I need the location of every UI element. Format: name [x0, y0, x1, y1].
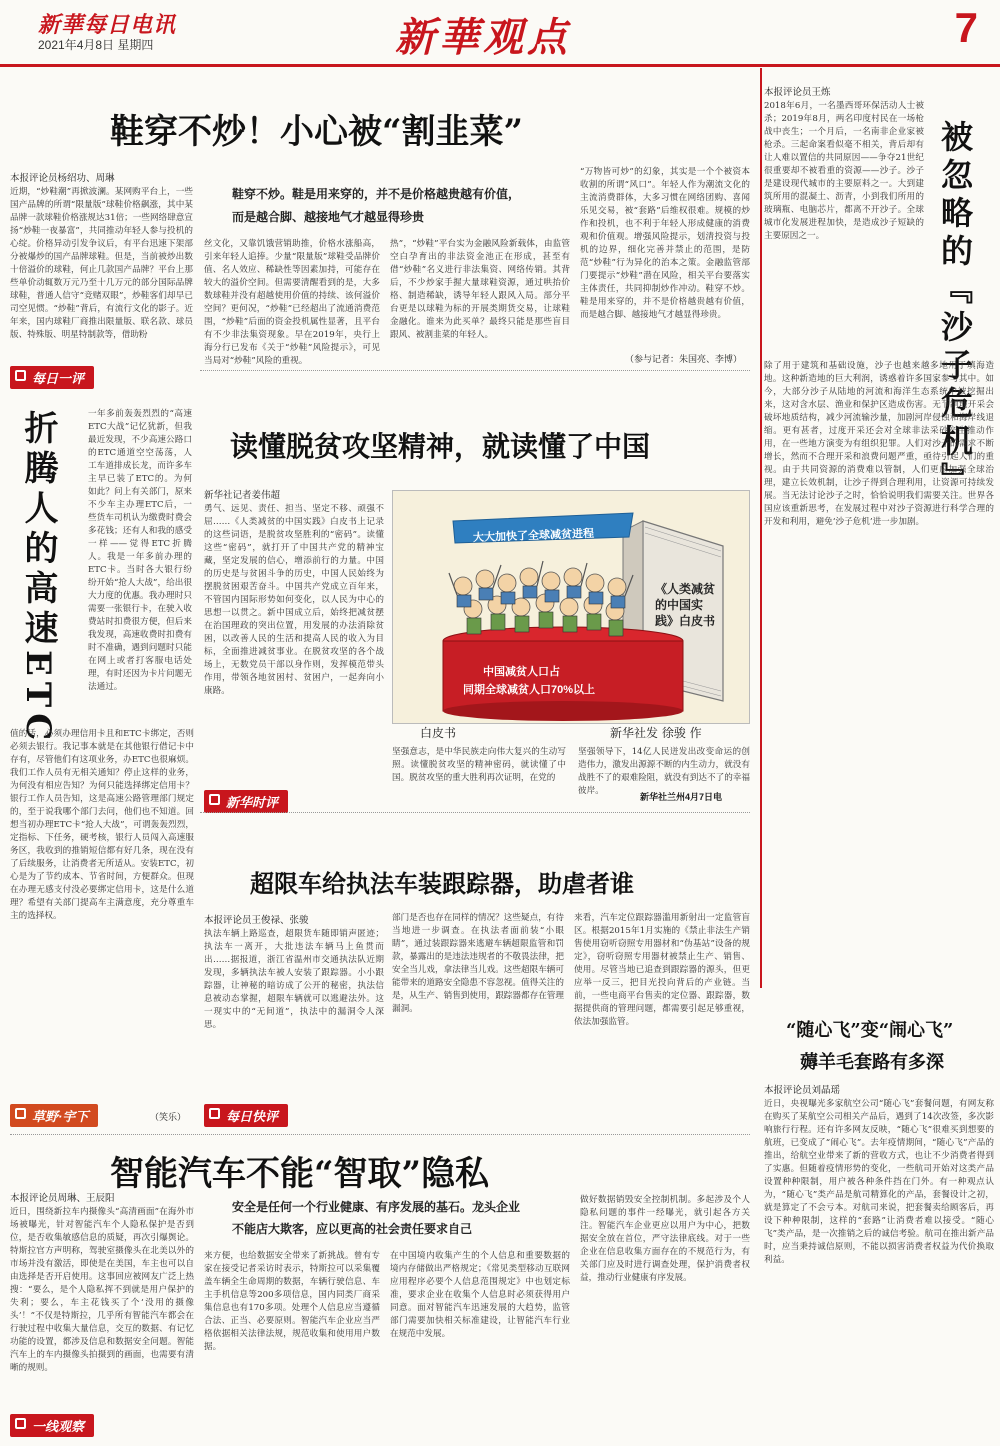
cartoon-illustration: [392, 490, 750, 724]
car-body-col-2: 来方便，也给数据安全带来了新挑战。曾有专家在接受记者采访时表示，特斯拉可以采集覆盖车辆全生命周期的数据，车辆行驶信息、车主手机信息等200多项信息，国内同类厂商采集信息也有170多项。处理个人信息应当遵循合法、正当、必要原则。智能汽车企业应当严格依据相关法律法规，规范收集和使用用户数据。: [204, 1251, 380, 1352]
car-deck-2: 不能店大欺客，应以更高的社会责任要求自己: [232, 1222, 473, 1236]
suixin-body: 近日，央视曝光多家航空公司“随心飞”套餐问题，有网友称在购买了某航空公司相关产品后，遇到了14次改签，多次影响旅行行程。还有许多网友反映，“随心飞”很难买到想要的航班，已变成了“闹心飞”。去年疫情期间，“随心飞”产品的推出，给航空业带来了新的营收方式，也让不少消费者得到了实惠。但随着疫情形势的变化，一些航司开始对这类产品设置种种限制，用户被各种条件挡在门外。有一种观点认为，“随心飞”类产品是航司精算化的产品，套餐设计之初，就是算定了不会亏本。对航司来说，把套餐卖给顾客后，再设下种种限制，这样的“套路”让消费者难以接受。“随心飞”类产品，是一次推销之后的诚信考验。航司在推出新产品时，应当秉持诚信原则，不能以损害消费者权益为代价换取利益。: [764, 1099, 994, 1265]
shoes-body-col-1: 近期，“炒鞋潮”再掀波澜。某网购平台上，一些国产品牌的所谓“限量版”球鞋价格飙涨，其中某品牌一款球鞋价格涨规达31倍；一些网络肆意宣扬“炒鞋一夜暴富”，共同推动年轻人参与投机的心绽。价格异动引发争议后，有平台迅速下架部分被爆炒的国产品牌球鞋。但是，当前被炒出数十倍溢价的球鞋，何止几款国产品牌？平台上那些单价动辄数万元乃至十几万元的部分国际品牌球鞋，普通人信守“竞赌双眼”，炒鞋客们却早已司空见惯。“炒鞋”背后，有流行文化的影子。近年来，国内球鞋厂商推出限量版、联名款、球员版、特殊版、明星特制款等，借助粉: [10, 187, 193, 340]
poverty-headline: 读懂脱贫攻坚精神，就读懂了中国: [230, 430, 651, 463]
etc-body-col-1: 一年多前轰轰烈烈的“高速ETC大战”记忆犹新，但我最近发现，不少高速公路口的ETC通道空空荡荡，人工车道排成长龙，而许多车主早已装了ETC的。为何如此？问上有关部门，原来不少车主办理ETC后，一些货车司机认为缴费时费会多花钱；还有人和我的感受一样——觉得ETC折腾人。我是一年多前办理的ETC卡。当时各大银行纷纷开始“抢人大战”，给出很大力度的优惠。我办理时只需要一张银行卡，在驶入收费站时扣费很方便，但后来我发现，高速收费时扣费有时不准确，遇到问题时只能在网上或者打客服电话处理，有时还因为卡片问题无法通过。: [88, 409, 192, 692]
truck-byline: 本报评论员王俊禄、张骏: [204, 915, 309, 926]
shoes-headline: 鞋穿不炒！小心被“割韭菜”: [110, 112, 524, 152]
shoes-deck-1: 鞋穿不炒。鞋是用来穿的，并不是价格越贵越有价值，: [232, 187, 521, 201]
car-body-col-1: 近日，围绕新拉车内摄像头“高清画面”在海外市场被曝光，针对智能汽车个人隐私保护是否到位，是否收集敏感信息的质疑，再次引爆舆论。特斯拉官方声明称，驾驶室摄像头在北美以外的市场并没有激活，即使是在美国，车主也可以自由选择是否开启使用。这事回应被网友广泛上热搜：“要么，是个人隐私挥不到就是用户保护的失利；要么，车主花钱买了个‘没用的摄像头’！”不仅是特斯拉，几乎所有智能汽车都会在行驶过程中收集大量信息，交互的数据、有记忆功能的设置，都涉及信息和数据安全问题。智能汽车上的车内摄像头拍摄到的画面，也需要有清晰的规则。: [10, 1207, 194, 1373]
truck-body-col-3: 来看，汽车定位跟踪器滥用新射出一定监管盲区。根据2015年1月实施的《禁止非法生产销售使用窃听窃照专用器材和“伪基站”设备的规定》，窃听窃照专用器材被禁止生产、销售、使用。尽管当地已追查到跟踪器的源头，但更应举一反三，把目光投向背后的产业链。当前，一些电商平台售卖的定位器、跟踪器，数据提供商的管理问题，都需要引起足够重视，依法加强监管。: [574, 913, 750, 1027]
sand-title: 被忽略的『沙子危机』: [936, 120, 974, 500]
suixin-byline: 本报评论员刘晶瑶: [764, 1085, 841, 1096]
badge-daily-comment: 每日一评: [10, 366, 94, 389]
cartoon-drum-line-1: 中国减贫人口占: [483, 666, 560, 678]
page-number: 7: [954, 4, 978, 51]
shoes-body-col-3: 热”，“炒鞋”平台实为金融风险新载体，由监管空白孕育出的非法资金池正在形成，甚至有借“炒鞋”名义进行非法集资、网络传销。其背后，不少炒家手握大量球鞋资源，通过哄抬价格、制造稀缺，诱导年轻人跟风入局。部分平台更是以球鞋为标的开展类期货交易，让球鞋金融化。谁来为此买单？最终只能是那些盲目跟风、被割韭菜的年轻人。: [390, 239, 570, 340]
shoes-body-col-4: “万物皆可炒”的幻象，其实是一个个被资本收割的所谓“风口”。年轻人作为潮流文化的主流消费群体，大多习惯在网络团购、喜闻乐见交易，被“套路”后维权很难。规模的炒作和投机，也不利于年轻人形成健康的消费观和价值观。增强风险提示，划清投资与投机的边界，细化完善并禁止的范围，是防范“炒鞋”行为异化的治本之策。金融监管部门要提示“炒鞋”潜在风险，相关平台要落实主体责任，共同抑制炒作冲动。鞋穿不炒。鞋是用来穿的，并不是价格越贵越有价值，而是越合脚、越接地气才越显得珍贵。: [580, 167, 750, 320]
car-body-col-4: 做好数据销毁安全控制机制。多起涉及个人隐私问题的事件一经曝光，就引起各方关注。智能汽车企业更应以用户为中心，把数据安全放在首位，严守法律底线。对于一些企业在信息收集方面存在的不规范行为，有关部门应及时进行调查处理，保护消费者权益，推动行业健康有序发展。: [580, 1195, 750, 1283]
sand-body-col-2: 除了用于建筑和基础设施，沙子也越来越多地用于填海造地。这种新造地的巨大利润，诱惑着许多国家参与其中。如今，大部分沙子从陆地的河流和海洋生态系统中被挖掘出来，这对含水层、渔业和保护区造成伤害。无节制地开采会破坏地质结构，减少河流输沙量，加剧河岸侵蚀和海岸线退缩。更有甚者，过度开采还会对全球非法采砂产生推动作用，在一些地方演变为有组织犯罪。人们对沙子的需求不断增长，然而不合理开采和浪费问题严重，亟待引起人们的重视。由于共同资源的消费难以管制，人们更应加强全球治理，建立长效机制，让沙子得到合理利用，让资源可持续发展。当无法讨论沙子之时，恰恰说明我们需要关注。世界各国应该重新思考，在发展过程中对沙子资源进行科学合理的开发和利用，避免‘沙子危机’进一步加剧。: [764, 361, 994, 527]
poverty-body-col-2: 坚强意志，是中华民族走向伟大复兴的生动写照。读懂脱贫攻坚的精神密码，就读懂了中国。脱贫攻坚的重大胜利再次证明，在党的: [392, 747, 566, 783]
badge-quick-comment: 每日快评: [204, 1104, 288, 1127]
car-body-col-3: 在中国境内收集产生的个人信息和重要数据的境内存储做出严格规定；《常见类型移动互联网应用程序必要个人信息范围规定》中也划定标准，要求企业在收集个人信息时必须获得用户同意。面对智能汽车迅速发展的大趋势，监管部门需要加快相关标准建设，让智能汽车行业在规范中发展。: [390, 1251, 570, 1339]
truck-body-col-2: 部门是否也存在同样的情况？这些疑点，有待当地进一步调查。在执法者面前装“小眼睛”，通过装跟踪器来逃避车辆超限监管和罚款，暴露出的是违法违规者的不敬畏法律，把安全当儿戏，拿法律当儿戏。这些超限车辆可能带来的道路安全隐患不容忽视。值得关注的是，从生产、销售到使用，跟踪器都存在管理漏洞。: [392, 913, 564, 1014]
cartoon-banner: 大大加快了全球减贫进程: [472, 527, 595, 545]
sand-byline: 本报评论员王炼: [764, 87, 831, 98]
suixin-headline-2: 薅羊毛套路有多深: [800, 1052, 944, 1073]
masthead-rule: [0, 64, 1000, 67]
sand-body-col-1: 2018年6月，一名墨西哥环保活动人士被杀；2019年8月，两名印度村民在一场枪战中丧生；一个月后，一名南非企业家被枪杀。三起命案看似毫不相关，背后却有让人难以置信的共同原因——争夺21世纪很重要却不被看重的资源——沙子。沙子是建设现代城市的主要原料之一。大到建筑所用的混凝土、沥青，小到我们所用的玻璃瓶、电脑芯片，都离不开沙子。全球城市化发展进程加快，是造成沙子短缺的主要原因之一。: [764, 101, 924, 241]
car-deck-1: 安全是任何一个行业健康、有序发展的基石。龙头企业: [232, 1200, 521, 1214]
badge-xinhua-comment: 新华时评: [204, 790, 288, 813]
cartoon-credit: 新华社发 徐骏 作: [610, 726, 702, 740]
etc-credit: （笑乐）: [150, 1112, 187, 1122]
divider: [200, 812, 750, 813]
masthead-date: 2021年4月8日 星期四: [38, 38, 154, 52]
shoes-body-col-2: 丝文化，又靠饥饿营销助推，价格水涨船高，引来年轻人追捧。少量“限量版”球鞋受品牌价值、名人效应、稀缺性等因素加持，可能存在较大的溢价空间。但需要清醒看到的是，大多数球鞋并没有超越使用价值的持续、该何溢价空间？更何况，“炒鞋”已经超出了流通消费范围，“炒鞋”后面的资金投机属性显著，且平台有不少非法集资现象。早在2019年，央行上海分行已发布《关于“炒鞋”风险提示》，可见当局对“炒鞋”风险的重视。: [204, 239, 380, 366]
car-byline: 本报评论员周琳、王辰阳: [10, 1193, 115, 1204]
cartoon-book-title: 《人类减贫的中国实践》白皮书: [655, 582, 716, 628]
divider: [10, 1134, 750, 1135]
truck-headline: 超限车给执法车装跟踪器，助虐者谁: [250, 869, 634, 898]
cartoon-drum-line-2: 同期全球减贫人口70%以上: [463, 684, 596, 696]
car-headline: 智能汽车不能“智取”隐私: [110, 1154, 490, 1194]
shoes-credit: （参与记者：朱国亮、李博）: [625, 354, 743, 364]
etc-title: 折腾人的高速ETC: [18, 410, 58, 747]
comment-icon: [209, 794, 220, 805]
cartoon-caption: 白皮书: [420, 726, 457, 740]
column-rule: [760, 68, 762, 988]
poverty-dateline: 新华社兰州4月7日电: [640, 792, 723, 802]
suixin-headline-1: “随心飞”变“闹心飞”: [786, 1020, 954, 1041]
section-title: 新華观点: [395, 14, 571, 61]
badge-frontline: 一线观察: [10, 1414, 94, 1437]
comment-icon: [15, 370, 26, 381]
shoes-byline: 本报评论员杨绍功、周琳: [10, 173, 115, 184]
badge-grass: 草野·宇下: [10, 1104, 98, 1127]
poverty-body-col-3: 坚强领导下，14亿人民迸发出改变命运的创造伟力，激发出源源不断的内生动力，就没有战胜不了的艰难险阻，就没有到达不了的幸福彼岸。: [578, 747, 750, 796]
shoes-deck-2: 而是越合脚、越接地气才越显得珍贵: [232, 210, 425, 224]
leaf-icon: [15, 1108, 26, 1119]
etc-body-col-2: 值的话，必须办理信用卡且和ETC卡绑定，否则必须去银行。我记事本就是在其他银行借记卡中存有，尽管他们有这项业务，办ETC也很麻烦。我们工作人员有无相关通知？停止这样的业务，为何没有相应告知？为何只能选择绑定信用卡？银行工作人员告知，这是高速公路管理部门规定的，至于说我哪个部门去问，他们也不知道。回想当初办理ETC卡“抢人大战”，可谓轰轰烈烈，定指标、下任务，硬考核，银行人员闯入高速服务区，我收到的推销短信都有好几条，现在没有了后续服务，让消费者无所适从。安装ETC，初心是为了节约成本、节省时间，方便群众。但现在办理无感支付没必要绑定信用卡，这是什么道理？希望有关部门提高车主满意度，充分尊重车主的选择权。: [10, 729, 194, 921]
comment-icon: [209, 1108, 220, 1119]
poverty-byline: 新华社记者姜伟超: [204, 490, 281, 501]
divider: [200, 370, 750, 371]
poverty-body-col-1: 勇气、远见、责任、担当、坚定不移、顽强不屈……《人类减贫的中国实践》白皮书上记录的这些词语，是脱贫攻坚胜利的“密码”。读懂这些“密码”，就打开了中国共产党的精神宝藏，坚定发展的信心，增添前行的力量。中国的历史是与贫困斗争的历史，中国人民始终为摆脱贫困艰苦奋斗。中国共产党成立百年来，不管国内国际形势如何变化，以人民为中心的思想一以贯之。新中国成立后，始终把减贫摆在治国理政的突出位置，用发展的办法消除贫困，以改善人民的生活和提高人民的收入为目标，全面推进减贫事业。在脱贫攻坚的各个战场上，无数党员干部以身作则，发挥模范带头作用，带领各地贫困村、贫困户，一起奔向小康路。: [204, 504, 384, 696]
truck-body-col-1: 执法车辆上路巡查，超限货车随即销声匿迹；执法车一离开，大批违法车辆马上鱼贯而出……据报道，浙江省温州市交通执法队近期发现，多辆执法车被人安装了跟踪器。小小跟踪器，让神秘的暗访成了公开的秘密，执法信息被动态掌握，超限车辆就可以逃避法外。这一现实中的“无间道”，执法中的漏洞令人深思。: [204, 929, 384, 1030]
comment-icon: [15, 1418, 26, 1429]
masthead-paper-name: 新華每日电讯: [38, 12, 177, 38]
